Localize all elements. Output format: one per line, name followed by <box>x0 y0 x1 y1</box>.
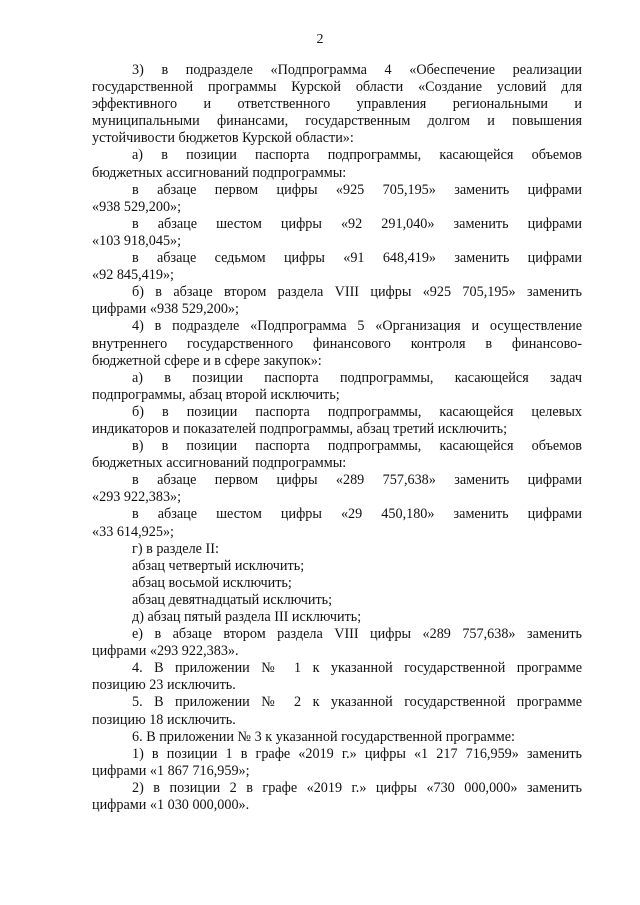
text-line: муниципальными финансами, государственным долгом и повышения <box>92 113 582 130</box>
text-line: а) в позиции паспорта подпрограммы, касающейся задач <box>132 369 582 386</box>
text-line: позицию 18 исключить. <box>92 711 236 728</box>
text-line: цифрами «1 030 000,000». <box>92 797 250 814</box>
text-line: б) в абзаце втором раздела VIII цифры «925 705,195» заменить <box>132 284 582 301</box>
text-line: е) в абзаце втором раздела VIII цифры «289 757,638» заменить <box>132 626 582 643</box>
page-number: 2 <box>316 32 324 47</box>
text-line: в абзаце шестом цифры «29 450,180» заменить цифрами <box>132 506 582 523</box>
text-line: 5. В приложении № 2 к указанной государственной программе <box>132 694 582 711</box>
text-line: внутреннего государственного финансового контроля в финансово- <box>92 335 582 352</box>
text-line: в абзаце первом цифры «925 705,195» заменить цифрами <box>132 181 582 198</box>
text-line: цифрами «1 867 716,959»; <box>92 762 250 779</box>
text-line: д) абзац пятый раздела III исключить; <box>132 609 362 625</box>
text-line: эффективного и ответственного управления региональными и <box>92 96 582 113</box>
text-line: в) в позиции паспорта подпрограммы, касающейся объемов <box>132 438 582 455</box>
text-line: в абзаце седьмом цифры «91 648,419» заменить цифрами <box>132 250 582 267</box>
text-line: бюджетных ассигнований подпрограммы: <box>92 164 347 181</box>
text-line: бюджетной сфере и в сфере закупок»: <box>92 352 322 369</box>
text-line: «938 529,200»; <box>92 198 182 215</box>
text-line: устойчивости бюджетов Курской области»: <box>92 130 354 147</box>
text-line: г) в разделе II: <box>132 540 219 557</box>
text-line: абзац восьмой исключить; <box>132 574 292 591</box>
document-body <box>92 62 582 814</box>
text-line: абзац четвертый исключить; <box>132 557 305 574</box>
text-line: в абзаце шестом цифры «92 291,040» заменить цифрами <box>132 215 582 232</box>
text-line: «33 614,925»; <box>92 523 174 540</box>
text-line: 4) в подразделе «Подпрограмма 5 «Организация и осуществление <box>132 318 582 335</box>
text-line: подпрограммы, абзац второй исключить; <box>92 386 340 403</box>
text-line: а) в позиции паспорта подпрограммы, касающейся объемов <box>132 147 582 164</box>
text-line: «293 922,383»; <box>92 489 182 506</box>
text-line: цифрами «938 529,200»; <box>92 301 239 318</box>
text-line: абзац девятнадцатый исключить; <box>132 591 333 608</box>
text-line: 3) в подразделе «Подпрограмма 4 «Обеспечение реализации <box>132 62 582 78</box>
text-line: 2) в позиции 2 в графе «2019 г.» цифры «730 000,000» заменить <box>132 779 582 796</box>
text-line: позицию 23 исключить. <box>92 677 236 694</box>
text-line: 6. В приложении № 3 к указанной государственной программе: <box>132 728 515 745</box>
text-line: индикаторов и показателей подпрограммы, абзац третий исключить; <box>92 420 508 437</box>
text-line: 1) в позиции 1 в графе «2019 г.» цифры «1 217 716,959» заменить <box>132 745 582 762</box>
text-line: б) в позиции паспорта подпрограммы, касающейся целевых <box>132 403 582 420</box>
text-line: «92 845,419»; <box>92 267 174 284</box>
text-line: «103 918,045»; <box>92 232 182 249</box>
text-line: в абзаце первом цифры «289 757,638» заменить цифрами <box>132 472 582 489</box>
text-line: бюджетных ассигнований подпрограммы: <box>92 455 347 472</box>
text-line: 4. В приложении № 1 к указанной государственной программе <box>132 660 582 677</box>
text-line: государственной программы Курской области «Создание условий для <box>92 79 582 96</box>
text-line: цифрами «293 922,383». <box>92 643 239 660</box>
